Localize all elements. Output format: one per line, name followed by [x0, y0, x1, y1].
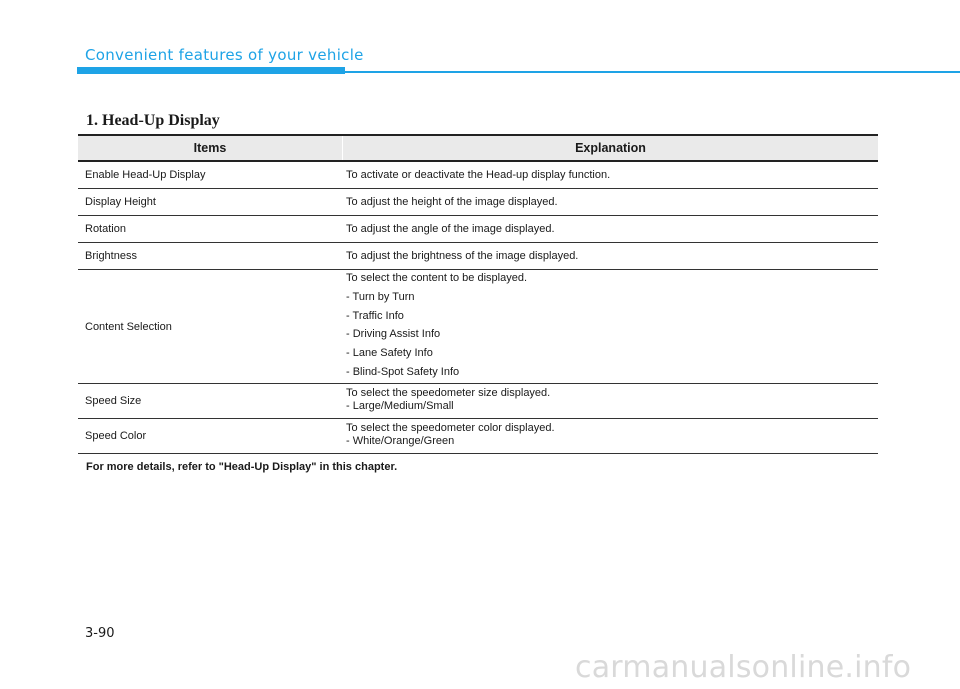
explanation-line: - Lane Safety Info: [346, 347, 433, 360]
item-cell: Speed Color: [85, 430, 147, 442]
table-row: [78, 216, 878, 243]
explanation-cell: [343, 419, 878, 453]
explanation-cell: [343, 384, 878, 418]
watermark: carmanualsonline.info: [575, 650, 912, 685]
explanation-line: - Traffic Info: [346, 309, 404, 322]
explanation-line: - Blind-Spot Safety Info: [346, 365, 460, 378]
item-cell: Enable Head-Up Display: [85, 169, 206, 181]
table-row: [78, 189, 878, 216]
table-row: [78, 243, 878, 270]
explanation-cell: [343, 216, 878, 242]
explanation-line: - White/Orange/Green: [346, 435, 455, 447]
explanation-cell: [343, 189, 878, 215]
explanation-line: To adjust the angle of the image displayed.: [346, 222, 555, 235]
section-title: 1. Head-Up Display: [86, 112, 220, 129]
explanation-cell: [343, 270, 878, 383]
item-cell: Display Height: [85, 196, 156, 208]
explanation-line: To activate or deactivate the Head-up display function.: [346, 168, 611, 181]
column-header-explanation: Explanation: [575, 141, 646, 155]
page-number: 3-90: [85, 626, 115, 641]
explanation-cell: [343, 162, 878, 188]
explanation-line: - Turn by Turn: [346, 290, 415, 303]
table-row: [78, 384, 878, 419]
settings-table: [78, 134, 878, 454]
table-header-row: [78, 136, 878, 162]
explanation-line: To select the content to be displayed.: [346, 272, 528, 284]
explanation-line: To select the speedometer size displayed.: [346, 387, 551, 399]
header-rule: [345, 71, 960, 73]
item-cell: Rotation: [85, 223, 126, 235]
explanation-line: To adjust the height of the image displayed.: [346, 195, 558, 208]
chapter-title: Convenient features of your vehicle: [85, 46, 364, 64]
item-cell: Content Selection: [85, 320, 172, 333]
explanation-line: To adjust the brightness of the image displayed.: [346, 249, 579, 262]
table-row: [78, 162, 878, 189]
table-row: [78, 419, 878, 454]
item-cell: Speed Size: [85, 395, 142, 407]
explanation-cell: [343, 243, 878, 269]
explanation-line: - Driving Assist Info: [346, 328, 441, 341]
footnote: For more details, refer to "Head-Up Display" in this chapter.: [86, 461, 398, 473]
table-row: [78, 270, 878, 384]
explanation-line: - Large/Medium/Small: [346, 400, 454, 412]
explanation-line: To select the speedometer color displayed.: [346, 422, 555, 434]
column-header-items: Items: [78, 136, 343, 160]
header-accent-bar: [77, 67, 345, 74]
item-cell: Brightness: [85, 250, 137, 262]
